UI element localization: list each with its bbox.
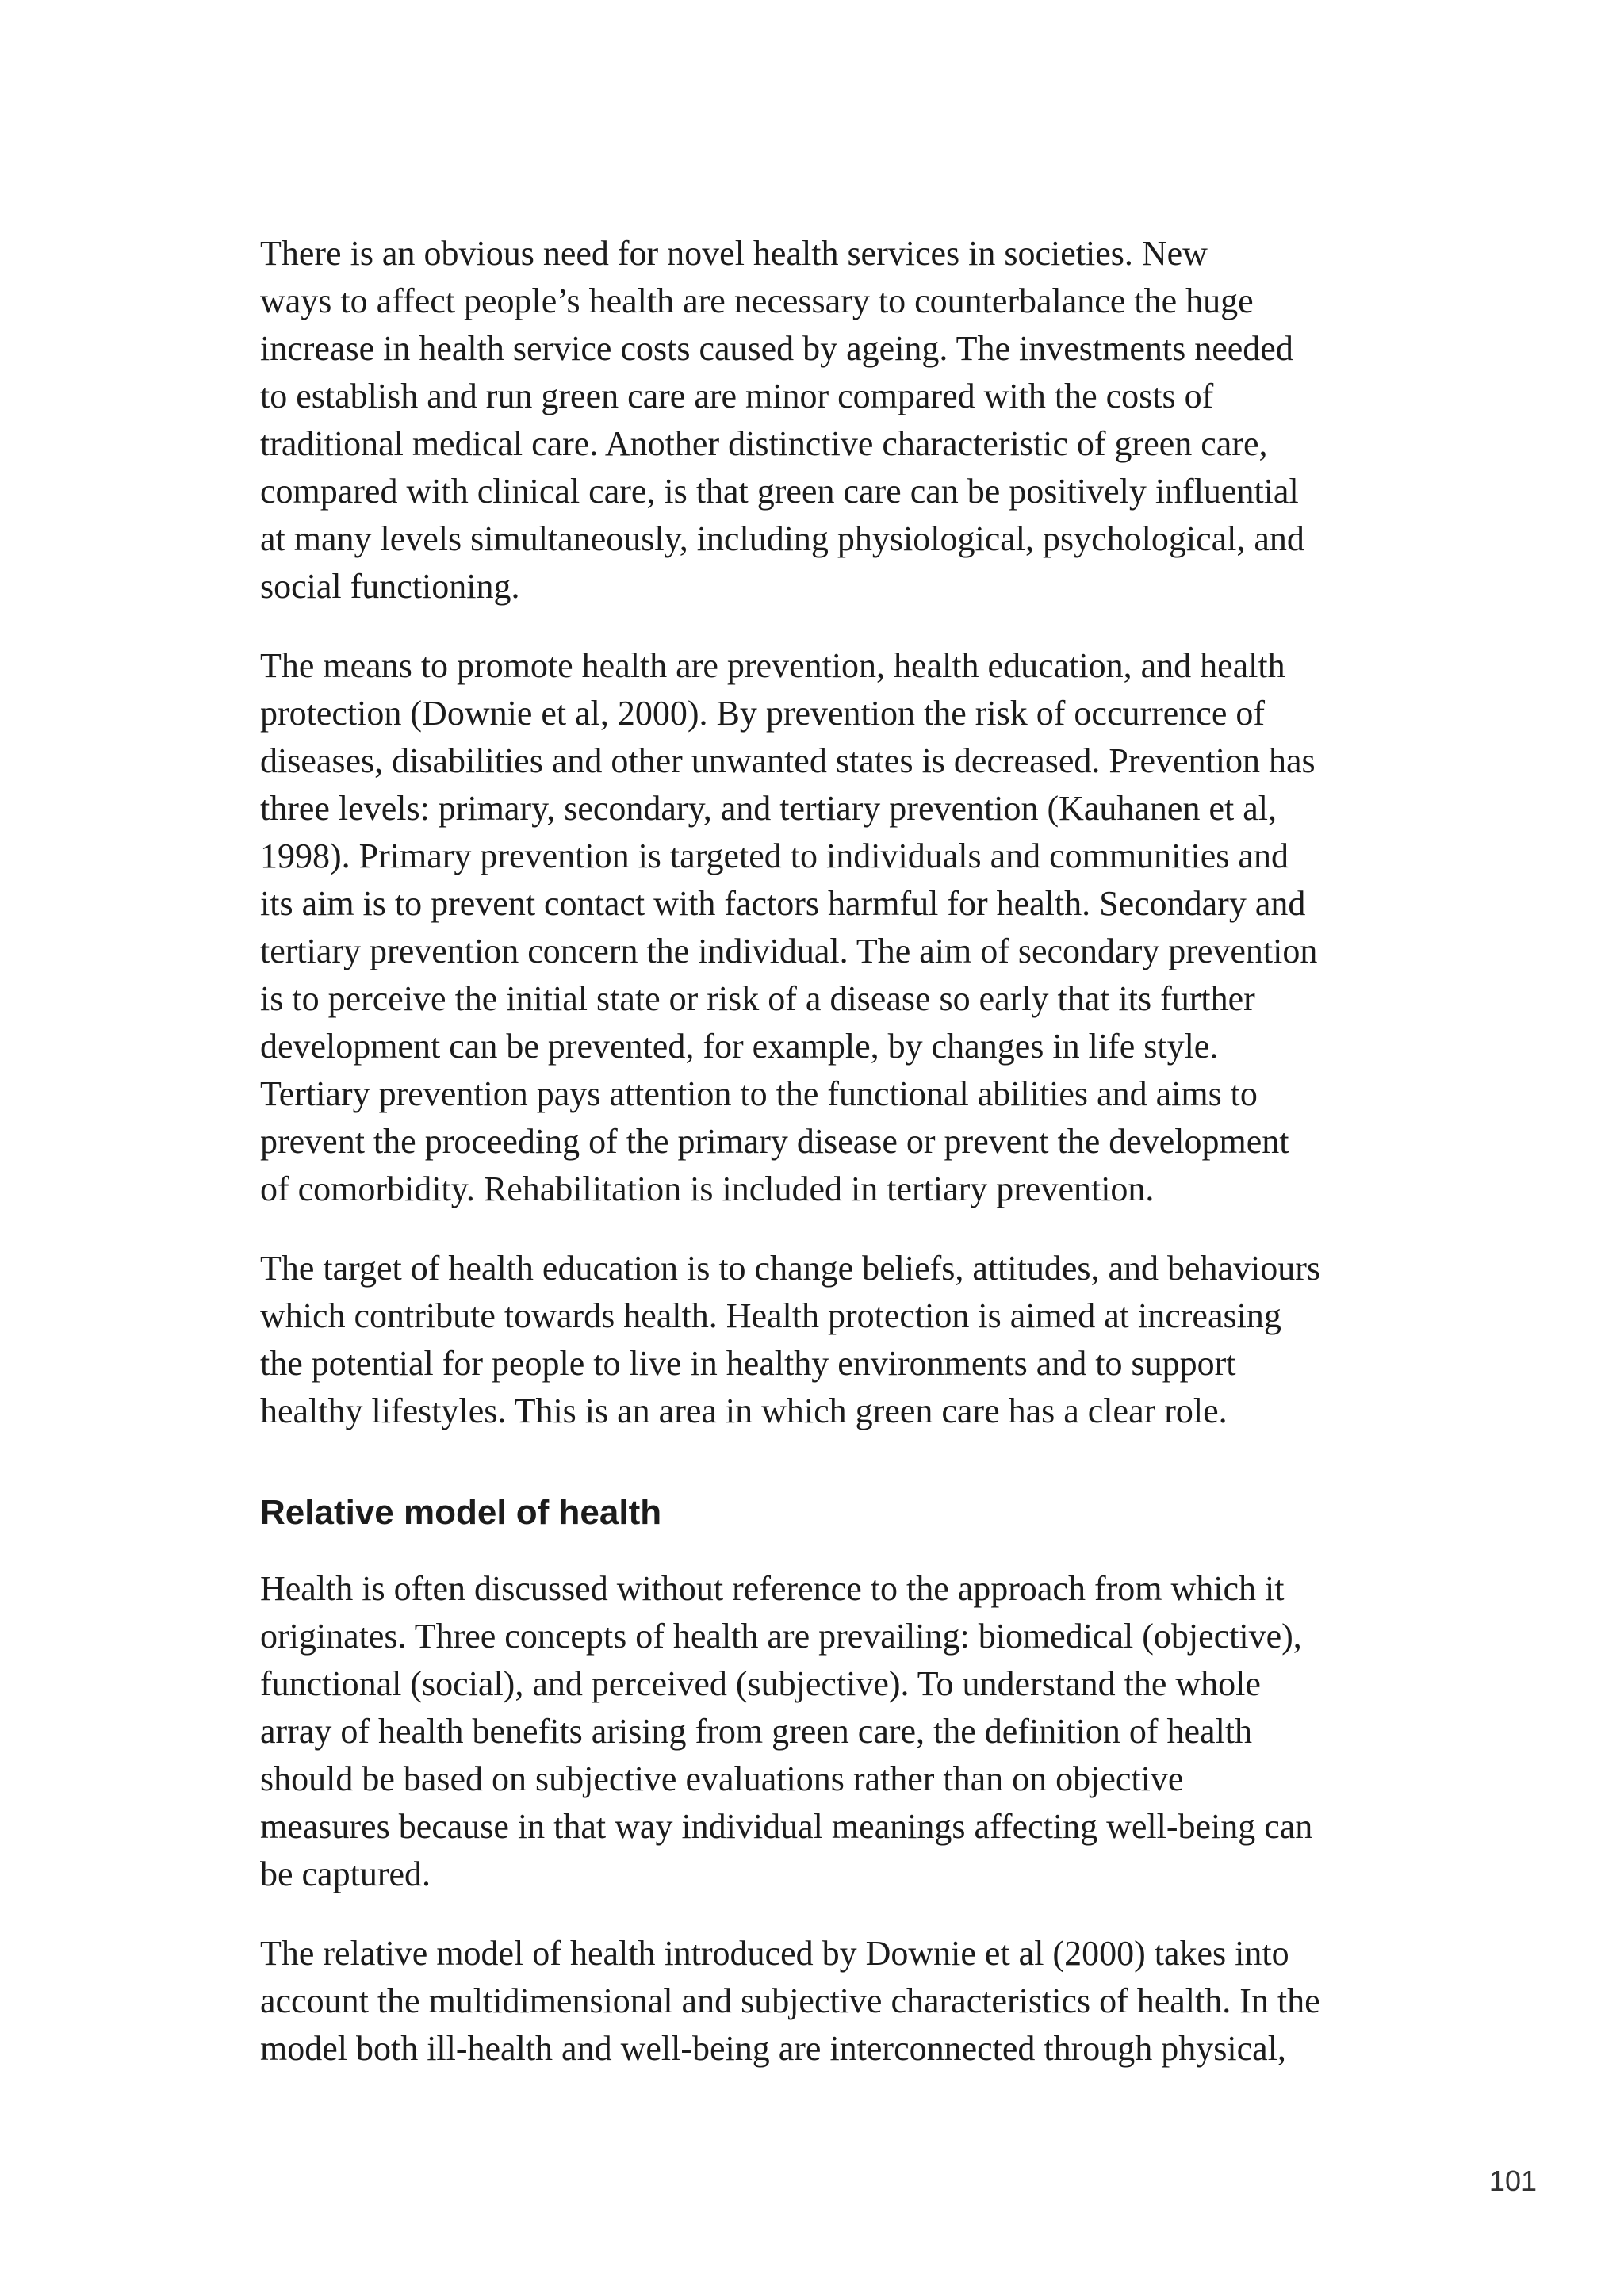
text-line: increase in health service costs caused by ageing. The investments needed (260, 329, 1293, 368)
text-line: account the multidimensional and subjective characteristics of health. In the (260, 1981, 1320, 2020)
text-line: functional (social), and perceived (subjective). To understand the whole (260, 1664, 1261, 1703)
text-line: should be based on subjective evaluations rather than on objective (260, 1759, 1184, 1798)
text-line: be captured. (260, 1855, 431, 1893)
text-line: three levels: primary, secondary, and tertiary prevention (Kauhanen et al, (260, 789, 1277, 828)
paragraph-novel-health-services (260, 230, 1402, 611)
text-line: the potential for people to live in healthy environments and to support (260, 1344, 1236, 1383)
text-line: traditional medical care. Another distinctive characteristic of green care, (260, 424, 1268, 463)
paragraph-prevention (260, 642, 1402, 1213)
text-line: model both ill-health and well-being are interconnected through physical, (260, 2029, 1286, 2068)
text-line: its aim is to prevent contact with factors harmful for health. Secondary and (260, 884, 1306, 923)
text-line: development can be prevented, for example, by changes in life style. (260, 1027, 1219, 1066)
page-number: 101 (1488, 2165, 1537, 2197)
page-body (260, 230, 1402, 2104)
paragraph-concepts-of-health (260, 1565, 1402, 1898)
text-line: Tertiary prevention pays attention to the functional abilities and aims to (260, 1074, 1258, 1113)
text-line: Health is often discussed without reference to the approach from which it (260, 1569, 1285, 1608)
text-line: array of health benefits arising from green care, the definition of health (260, 1712, 1253, 1751)
text-line: The means to promote health are prevention, health education, and health (260, 646, 1285, 685)
text-line: prevent the proceeding of the primary disease or prevent the development (260, 1122, 1289, 1161)
text-line: tertiary prevention concern the individual. The aim of secondary prevention (260, 932, 1318, 970)
text-line: social functioning. (260, 567, 520, 606)
text-line: healthy lifestyles. This is an area in which green care has a clear role. (260, 1391, 1228, 1430)
text-line: measures because in that way individual meanings affecting well-being can (260, 1807, 1313, 1846)
text-line: The target of health education is to change beliefs, attitudes, and behaviours (260, 1249, 1321, 1288)
text-line: diseases, disabilities and other unwanted states is decreased. Prevention has (260, 741, 1316, 780)
text-line: The relative model of health introduced by Downie et al (2000) takes into (260, 1934, 1289, 1973)
text-line: protection (Downie et al, 2000). By prevention the risk of occurrence of (260, 694, 1266, 733)
text-line: at many levels simultaneously, including physiological, psychological, and (260, 519, 1304, 558)
paragraph-relative-model (260, 1930, 1402, 2073)
text-line: originates. Three concepts of health are prevailing: biomedical (objective), (260, 1617, 1302, 1656)
text-line: ways to affect people’s health are necessary to counterbalance the huge (260, 281, 1254, 320)
text-line: compared with clinical care, is that green care can be positively influential (260, 472, 1299, 511)
paragraph-health-education (260, 1245, 1402, 1435)
text-line: of comorbidity. Rehabilitation is included in tertiary prevention. (260, 1169, 1155, 1208)
text-line: to establish and run green care are minor compared with the costs of (260, 377, 1214, 415)
text-line: There is an obvious need for novel health services in societies. New (260, 234, 1208, 273)
text-line: which contribute towards health. Health protection is aimed at increasing (260, 1296, 1281, 1335)
text-line: is to perceive the initial state or risk of a disease so early that its further (260, 979, 1255, 1018)
section-heading: Relative model of health (260, 1493, 662, 1532)
text-line: 1998). Primary prevention is targeted to individuals and communities and (260, 836, 1289, 875)
